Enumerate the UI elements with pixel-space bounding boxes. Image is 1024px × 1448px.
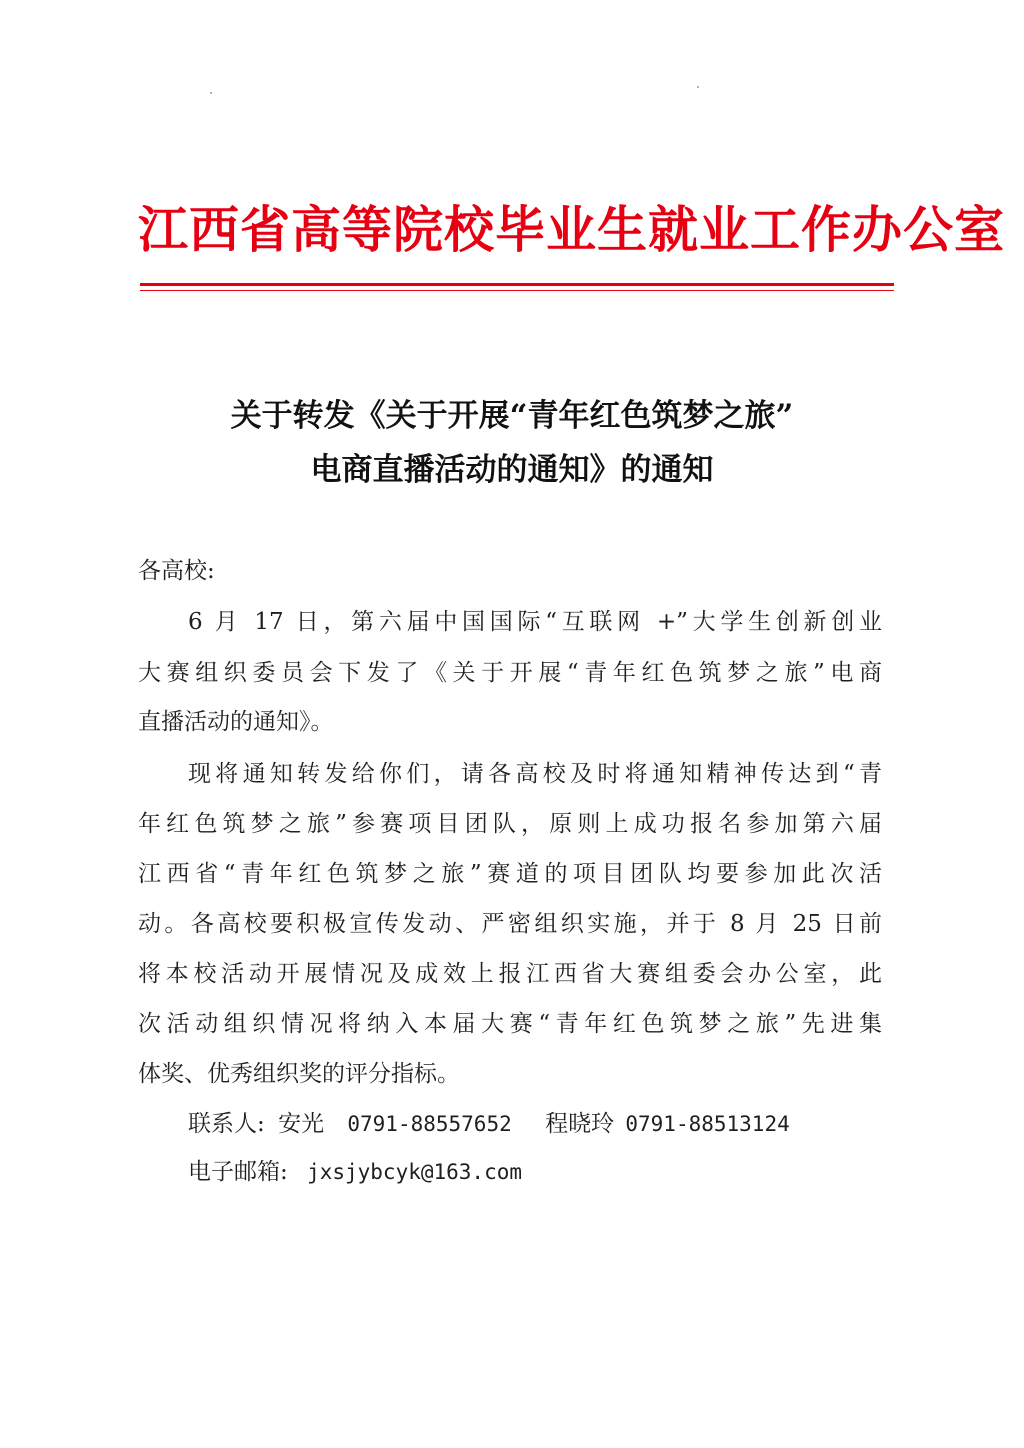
contact-person-1-name: 安光 bbox=[278, 1111, 325, 1137]
paragraph-2-line: 现将通知转发给你们，请各高校及时将通知精神传达到“青 bbox=[188, 761, 882, 787]
paragraph-2-line: 动。各高校要积极宣传发动、严密组织实施，并于 8 月 25 日前 bbox=[138, 911, 882, 937]
contact-line bbox=[188, 1108, 790, 1140]
paragraph-2-line: 将本校活动开展情况及成效上报江西省大赛组委会办公室，此 bbox=[138, 961, 882, 987]
contact-person-2-phone: 0791-88513124 bbox=[625, 1112, 790, 1136]
scan-speck bbox=[210, 92, 212, 94]
document-title-line-2: 电商直播活动的通知》的通知 bbox=[310, 452, 714, 488]
paragraph-1-line: 6 月 17 日，第六届中国国际“互联网 +”大学生创新创业 bbox=[188, 609, 882, 635]
contact-person-1-phone: 0791-88557652 bbox=[347, 1112, 512, 1136]
paragraph-2-line: 体奖、优秀组织奖的评分指标。 bbox=[138, 1061, 460, 1087]
letterhead-red-rule bbox=[140, 283, 894, 286]
paragraph-2-line: 江西省“青年红色筑梦之旅”赛道的项目团队均要参加此次活 bbox=[138, 861, 882, 887]
contact-label: 联系人: bbox=[188, 1111, 265, 1137]
document-title-line-1: 关于转发《关于开展“青年红色筑梦之旅” bbox=[230, 398, 794, 434]
paragraph-1-line: 大赛组织委员会下发了《关于开展“青年红色筑梦之旅”电商 bbox=[138, 660, 882, 686]
salutation: 各高校: bbox=[138, 558, 215, 584]
paragraph-2-line: 年红色筑梦之旅”参赛项目团队，原则上成功报名参加第六届 bbox=[138, 811, 882, 837]
email-label: 电子邮箱: bbox=[188, 1159, 288, 1185]
letterhead-red-rule-thin bbox=[140, 290, 894, 291]
paragraph-2-line: 次活动组织情况将纳入本届大赛“青年红色筑梦之旅”先进集 bbox=[138, 1011, 882, 1037]
scan-speck bbox=[697, 86, 699, 88]
contact-person-2-name: 程晓玲 bbox=[545, 1111, 615, 1137]
email-line bbox=[188, 1156, 522, 1188]
paragraph-1-line: 直播活动的通知》。 bbox=[138, 709, 334, 735]
email-address: jxsjybcyk@163.com bbox=[307, 1160, 522, 1184]
letterhead-organization: 江西省高等院校毕业生就业工作办公室 bbox=[138, 200, 1005, 259]
